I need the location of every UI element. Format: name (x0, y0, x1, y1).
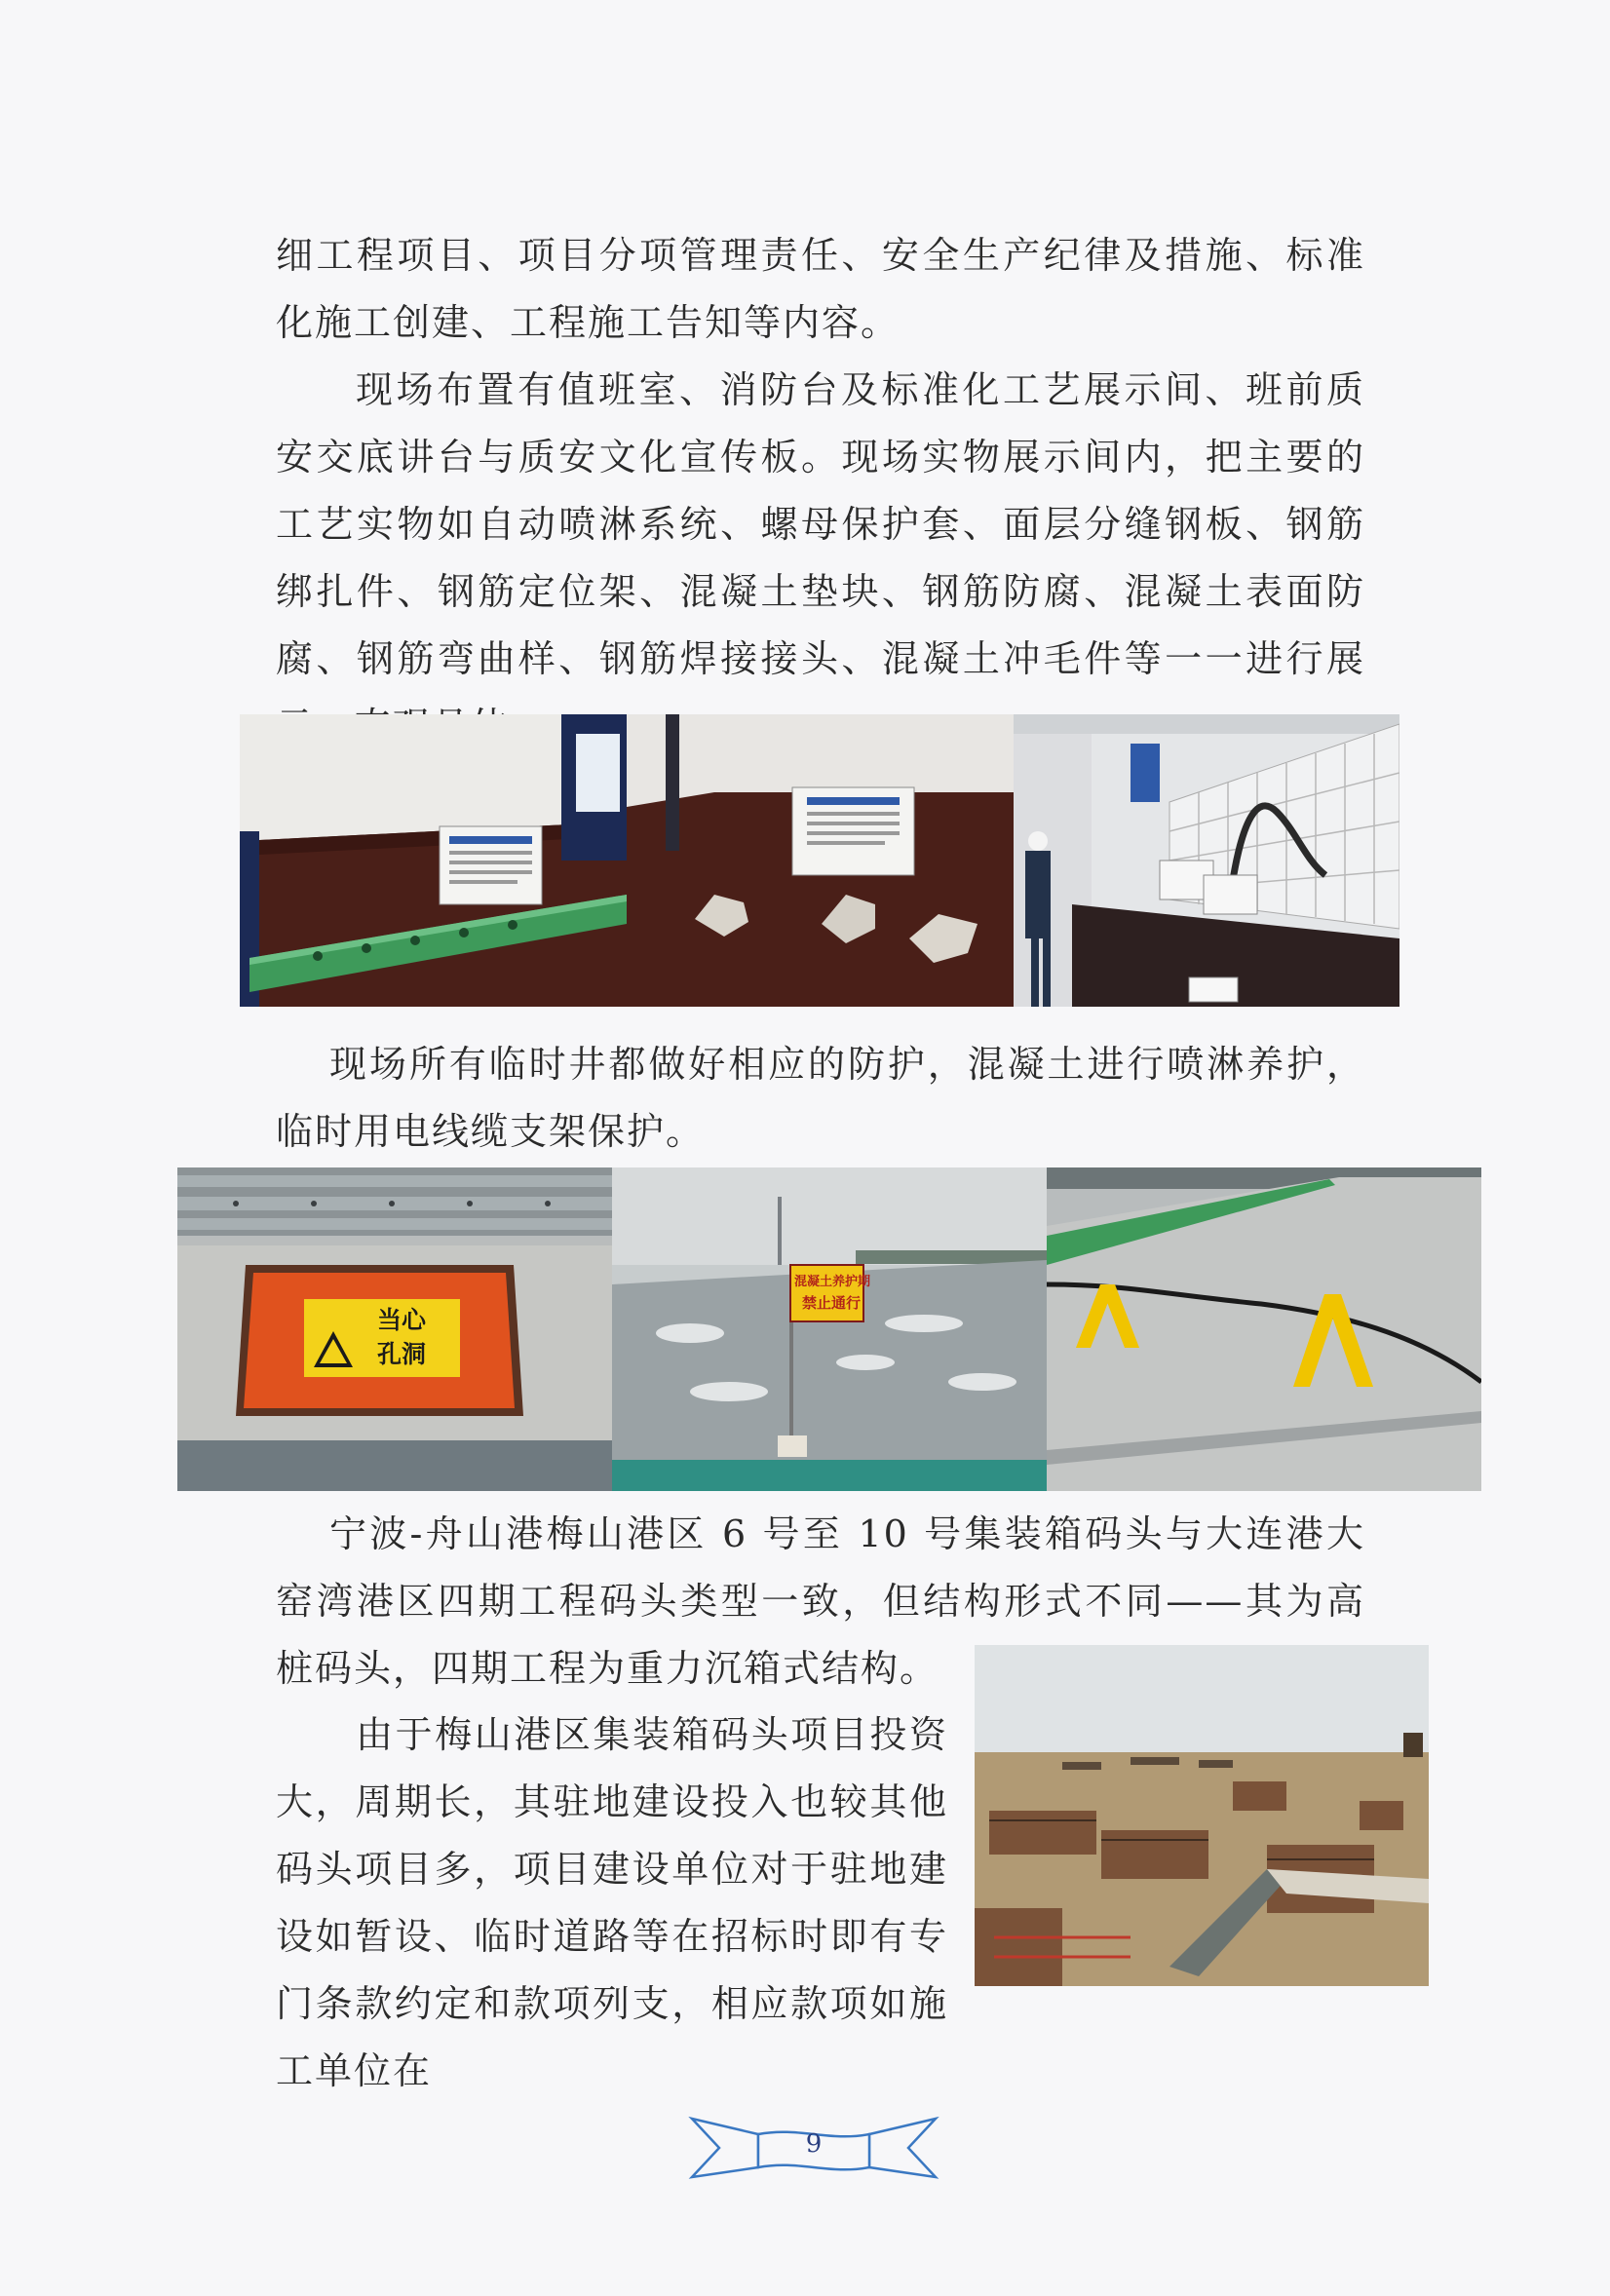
paragraph-5: 由于梅山港区集装箱码头项目投资大，周期长，其驻地建设投入也较其他码头项目多，项目建设单位对于驻地建设如暂设、临时道路等在招标时即有专门条款约定和款项列支，相应款项如施工单位在 (276, 1713, 948, 2092)
photo-row-display-room (240, 714, 1399, 1007)
page-number: 9 (805, 2129, 823, 2159)
photo-cable-support (1047, 1167, 1481, 1491)
photo-concrete-curing-sign (612, 1167, 1047, 1491)
hole-warning-text-line1: 当心 (377, 1306, 427, 1334)
curing-sign-text-line1: 混凝土养护期 (794, 1275, 871, 1289)
paragraph-1: 细工程项目、项目分项管理责任、安全生产纪律及措施、标准化施工创建、工程施工告知等内容。 (276, 234, 1365, 344)
photo-row-site-protection (177, 1167, 1481, 1491)
photo-steel-bending-display (1014, 714, 1399, 1007)
photo-nut-cover-display (240, 714, 627, 1007)
photo-high-pile-wharf (975, 1645, 1429, 1986)
paragraph-2: 现场布置有值班室、消防台及标准化工艺展示间、班前质安交底讲台与质安文化宣传板。现场实物展示间内，把主要的工艺实物如自动喷淋系统、螺母保护套、面层分缝钢板、钢筋绑扎件、钢筋定位架、混凝土垫块、钢筋防腐、混凝土表面防腐、钢筋弯曲样、钢筋焊接接头、混凝土冲毛件等一一进行展 (276, 368, 1365, 680)
curing-sign-text-line2: 禁止通行 (802, 1294, 862, 1312)
photo-hole-warning-cover (177, 1167, 612, 1491)
paragraph-3: 现场所有临时井都做好相应的防护，混凝土进行喷淋养护，临时用电线缆支架保护。 (276, 1043, 1365, 1153)
hole-warning-text-line2: 孔洞 (377, 1340, 427, 1368)
photo-concrete-spacer-display (627, 714, 1014, 1007)
paragraph-4: 宁波-舟山港梅山港区 6 号至 10 号集装箱码头与大连港大窑湾港区四期工程码头类型一致，但结构形式不同——其为高桩码头，四期工程为重力沉箱式结构。 (276, 1512, 1365, 1690)
